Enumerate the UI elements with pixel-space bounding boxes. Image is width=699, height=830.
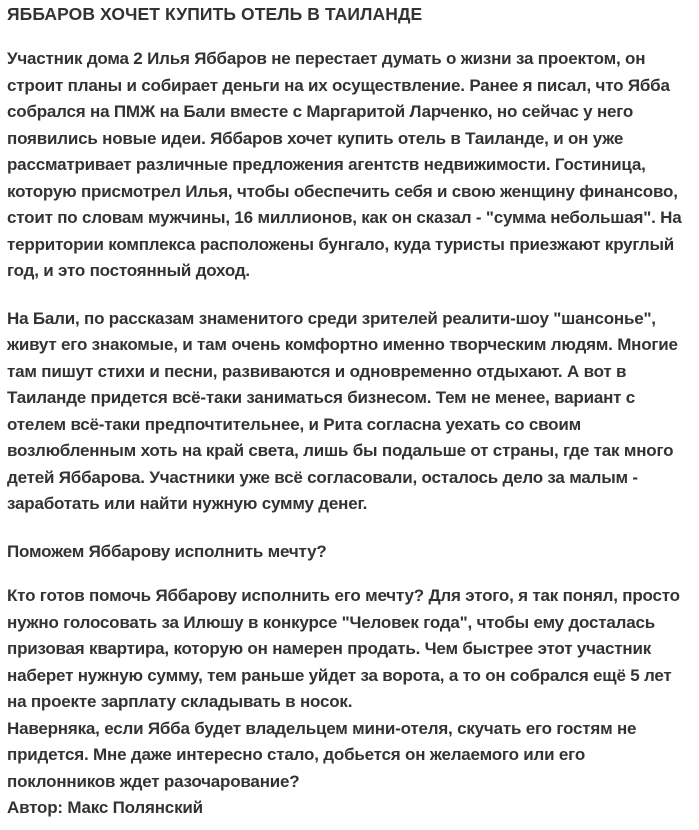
article-subheading: Поможем Яббарову исполнить мечту? — [7, 541, 327, 561]
paragraph-3-text-1: Кто готов помочь Яббарову исполнить его мечту? Для этого, я так понял, просто нужно голосовать за Илюшу в конкурсе "Человек года", чтобы ему досталась призовая квартира, которую он намерен продать. Чем быстрее этот участник наберет нужную сумму, тем раньше уйдет за ворота, а то он собрался ещё 5 лет на проекте зарплату складывать в носок. — [7, 586, 680, 711]
paragraph-3-text-2: Наверняка, если Ябба будет владельцем мини-отеля, скучать его гостям не придется. Мне даже интересно стало, добьется он желаемого или его поклонников ждет разочарование? — [7, 718, 637, 791]
article-paragraph-3 — [7, 583, 691, 822]
article-title: ЯББАРОВ ХОЧЕТ КУПИТЬ ОТЕЛЬ В ТАИЛАНДЕ — [7, 4, 423, 24]
article-paragraph-2: На Бали, по рассказам знаменитого среди зрителей реалити-шоу "шансонье", живут его знакомые, и там очень комфортно именно творческим людям. Многие там пишут стихи и песни, развиваются и одновременно отдыхают. А вот в Таиланде придется всё-таки заниматься бизнесом. Тем не менее, вариант с отелем всё-таки предпочтительнее, и Рита согласна уехать со своим возлюбленным хоть на край света, лишь бы подальше от страны, где так много детей Яббарова. Участники уже всё согласовали, осталось дело за малым - заработать или найти нужную сумму денег. — [7, 308, 678, 513]
author-line: Автор: Макс Полянский — [7, 798, 203, 817]
article-paragraph-1: Участник дома 2 Илья Яббаров не перестает думать о жизни за проектом, он строит планы и собирает деньги на их осуществление. Ранее я писал, что Ябба собрался на ПМЖ на Бали вместе с Маргаритой Ларченко, но сейчас у него появились новые идеи. Яббаров хочет купить отель в Таиланде, и он уже рассматривает различные предложения агентств недвижимости. Гостиница, которую присмотрел Илья, чтобы обеспечить себя и свою женщину финансово, стоит по словам мужчины, 16 миллионов, как он сказал - "сумма небольшая". На территории комплекса расположены бунгало, куда туристы приезжают круглый год, и это постоянный доход. — [7, 49, 682, 280]
